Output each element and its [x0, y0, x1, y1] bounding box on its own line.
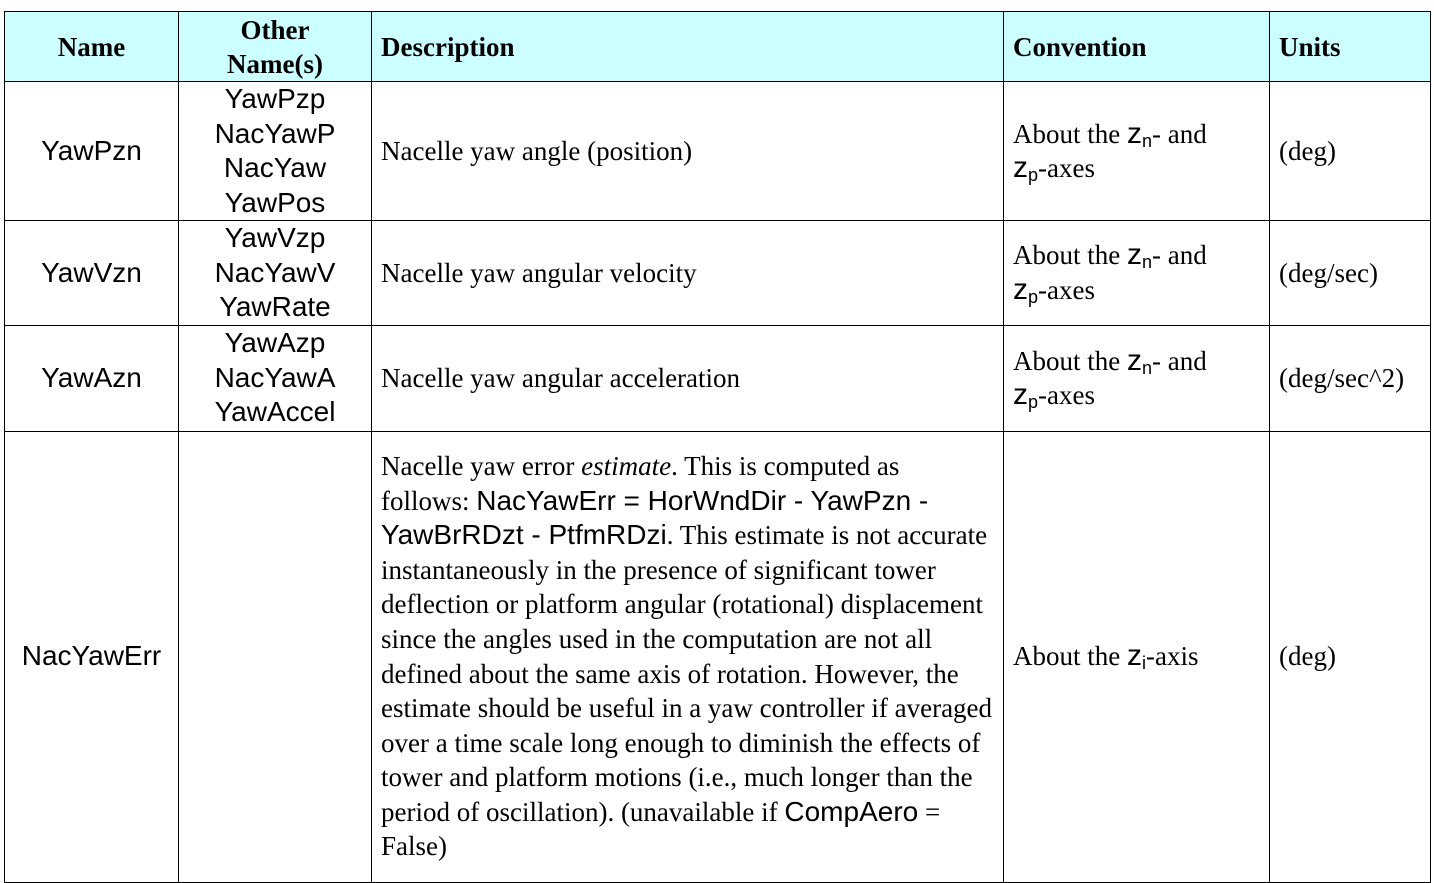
table-row	[5, 221, 1431, 326]
row-other-names	[179, 431, 372, 882]
header-other-line1: Other	[240, 14, 310, 45]
row-name: YawPzn	[5, 82, 179, 221]
table-row	[5, 431, 1431, 882]
row-description: Nacelle yaw error estimate. This is computed as follows: NacYawErr = HorWndDir - YawPzn - YawBrRDzt - PtfmRDzi. This estimate is not accurate instantaneously in the presence of significant tower deflection or platform angular (rotational) displacement since the angles used in the computation are not all defined about the same axis of rotation. However, the estimate should be useful in a yaw controller if averaged over a time scale long enough to diminish the effects of tower and platform motions (i.e., much longer than the period of oscillation). (unavailable if CompAero = False)	[372, 431, 1004, 882]
row-description: Nacelle yaw angle (position)	[372, 82, 1004, 221]
yaw-error-formula: NacYawErr = HorWndDir - YawPzn - YawBrRDzt - PtfmRDzi	[381, 484, 929, 551]
row-units: (deg/sec^2)	[1270, 325, 1431, 431]
row-name: YawVzn	[5, 221, 179, 326]
table-row	[5, 82, 1431, 221]
header-description: Description	[372, 12, 1004, 82]
row-name: YawAzn	[5, 325, 179, 431]
header-convention: Convention	[1004, 12, 1270, 82]
compaero-flag: CompAero	[784, 795, 919, 827]
row-units: (deg)	[1270, 82, 1431, 221]
header-name: Name	[5, 12, 179, 82]
header-row	[5, 12, 1431, 82]
row-other-names	[179, 325, 372, 431]
row-convention: About the $z_n-$ and $z_p$-axes	[1004, 325, 1270, 431]
other-name: YawAccel	[214, 396, 336, 428]
header-other-line2: Name(s)	[227, 48, 323, 79]
row-convention: About the $z_n-$ and $z_p$-axes	[1004, 82, 1270, 221]
other-name: YawVzp	[224, 222, 326, 253]
other-name: NacYaw	[223, 152, 327, 183]
other-name: YawPzp	[224, 83, 326, 114]
other-name: YawPos	[224, 186, 326, 218]
other-name: YawRate	[219, 291, 331, 322]
other-name: NacYawA	[214, 361, 336, 393]
other-name: YawAzp	[224, 327, 326, 359]
other-name: NacYawP	[214, 117, 336, 149]
header-units: Units	[1270, 12, 1431, 82]
header-other-names	[179, 12, 372, 82]
row-description: Nacelle yaw angular velocity	[372, 221, 1004, 326]
table-row	[5, 325, 1431, 431]
row-other-names	[179, 82, 372, 221]
row-convention: About the $z_i$-axis	[1004, 431, 1270, 882]
row-units: (deg)	[1270, 431, 1431, 882]
row-description: Nacelle yaw angular acceleration	[372, 325, 1004, 431]
outputs-table	[4, 11, 1431, 883]
row-convention: About the $z_n-$ and $z_p$-axes	[1004, 221, 1270, 326]
row-name: NacYawErr	[5, 431, 179, 882]
other-name: NacYawV	[214, 256, 336, 288]
row-units: (deg/sec)	[1270, 221, 1431, 326]
row-other-names	[179, 221, 372, 326]
